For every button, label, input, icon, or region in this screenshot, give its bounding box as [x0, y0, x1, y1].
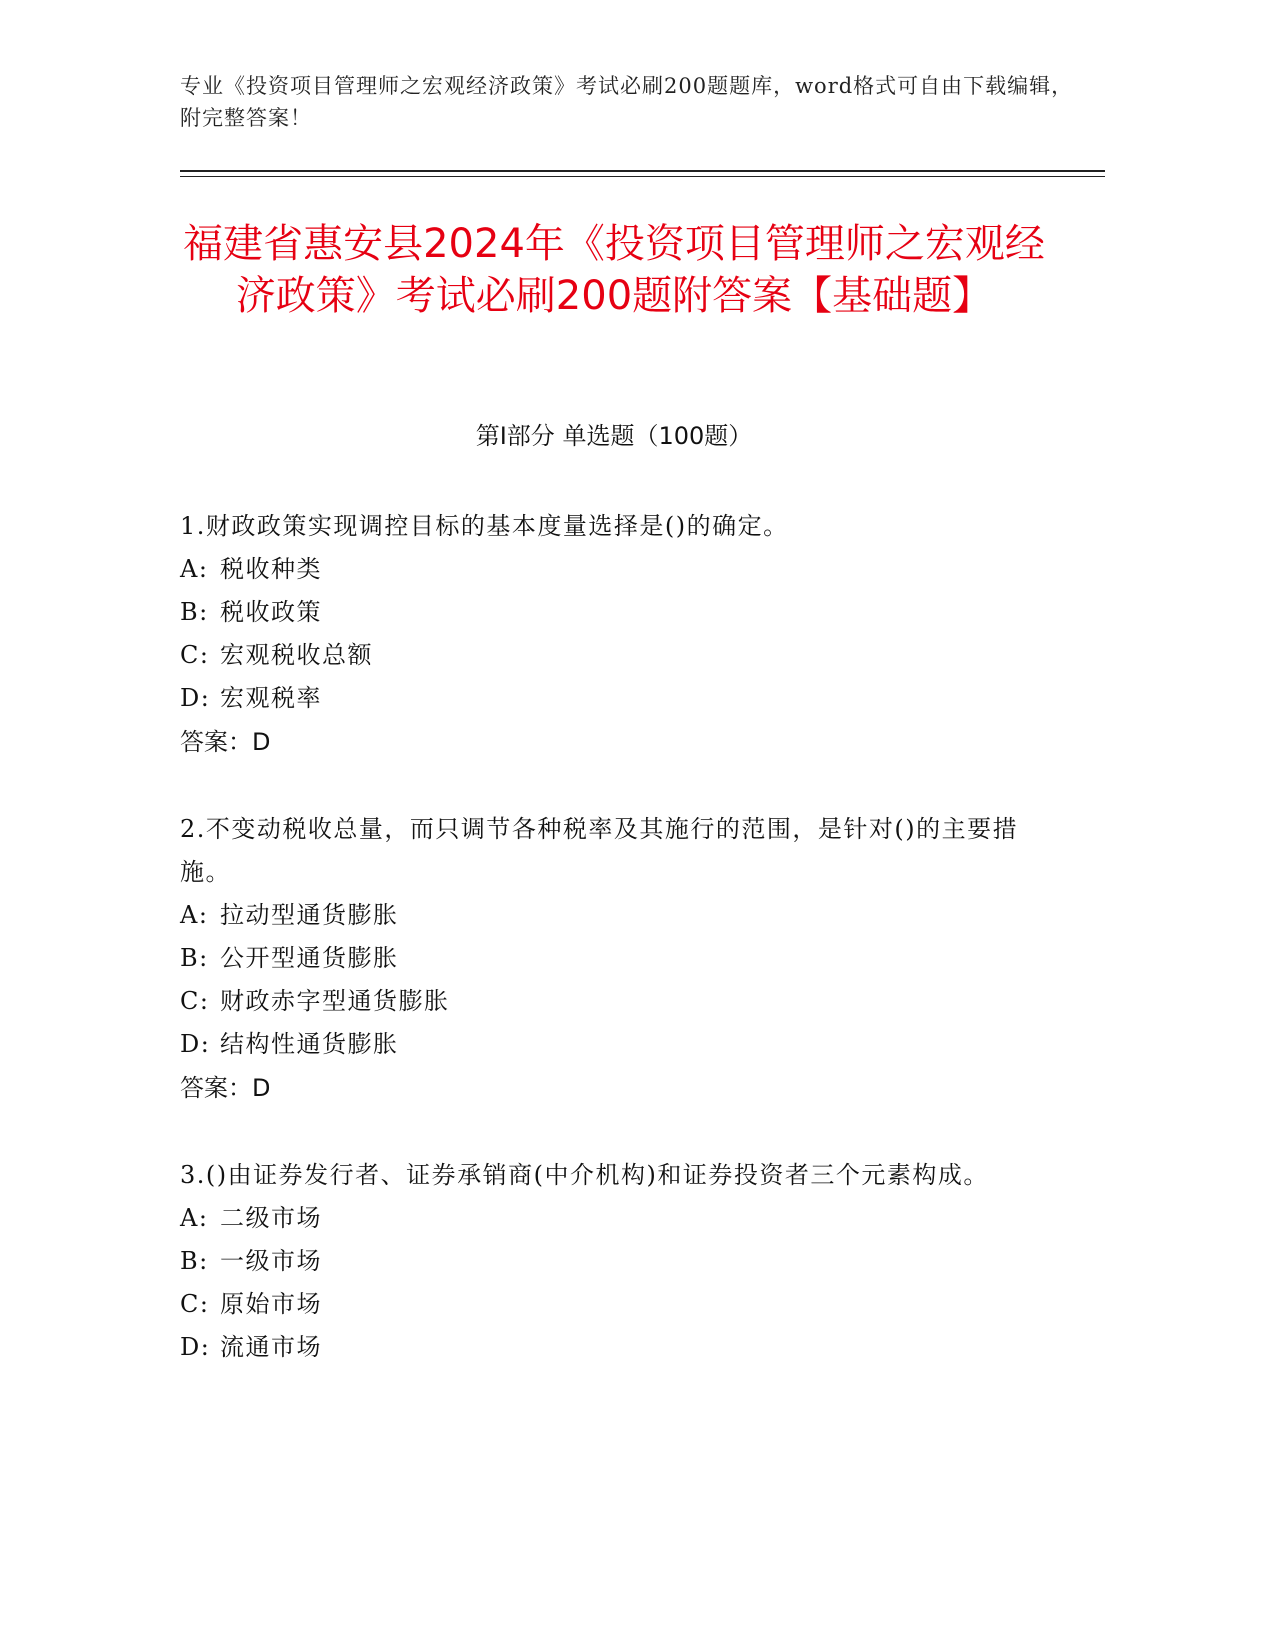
- header-rule-top: [180, 170, 1105, 172]
- document-title: 福建省惠安县2024年《投资项目管理师之宏观经济政策》考试必刷200题附答案【基础题】: [183, 221, 1045, 319]
- option-text: 宏观税率: [220, 684, 322, 712]
- option-text: 结构性通货膨胀: [220, 1030, 399, 1058]
- option-c: [180, 634, 1030, 677]
- question-2: [180, 808, 1030, 1110]
- answer-line: 答案：D: [180, 728, 271, 756]
- question-list: [180, 505, 1030, 1413]
- option-d: [180, 677, 1030, 720]
- option-a: [180, 548, 1030, 591]
- option-key: B:: [180, 598, 209, 626]
- option-text: 拉动型通货膨胀: [220, 901, 399, 929]
- question-stem: 2.不变动税收总量，而只调节各种税率及其施行的范围，是针对()的主要措施。: [180, 815, 1019, 886]
- option-b: [180, 1240, 1030, 1283]
- section-heading: 第Ⅰ部分 单选题（100题）: [475, 422, 753, 450]
- option-d: [180, 1326, 1030, 1369]
- option-key: D:: [180, 1333, 211, 1361]
- option-c: [180, 980, 1030, 1023]
- option-text: 税收种类: [220, 555, 322, 583]
- option-key: A:: [180, 901, 209, 929]
- option-text: 一级市场: [220, 1247, 322, 1275]
- option-key: C:: [180, 1290, 210, 1318]
- option-key: D:: [180, 1030, 211, 1058]
- option-b: [180, 591, 1030, 634]
- option-d: [180, 1023, 1030, 1066]
- option-text: 公开型通货膨胀: [220, 944, 399, 972]
- option-b: [180, 937, 1030, 980]
- option-a: [180, 1197, 1030, 1240]
- option-text: 二级市场: [220, 1204, 322, 1232]
- header-note: 专业《投资项目管理师之宏观经济政策》考试必刷200题题库，word格式可自由下载编辑，附完整答案！: [180, 74, 1074, 130]
- option-text: 原始市场: [220, 1290, 322, 1318]
- option-key: B:: [180, 1247, 209, 1275]
- option-key: D:: [180, 684, 211, 712]
- option-text: 宏观税收总额: [220, 641, 373, 669]
- question-stem: 3.()由证券发行者、证券承销商(中介机构)和证券投资者三个元素构成。: [180, 1161, 989, 1189]
- option-text: 税收政策: [220, 598, 322, 626]
- question-1: [180, 505, 1030, 764]
- option-key: A:: [180, 555, 209, 583]
- answer-line: 答案：D: [180, 1074, 271, 1102]
- option-c: [180, 1283, 1030, 1326]
- option-text: 流通市场: [220, 1333, 322, 1361]
- option-key: C:: [180, 641, 210, 669]
- option-a: [180, 894, 1030, 937]
- option-key: B:: [180, 944, 209, 972]
- question-3: [180, 1154, 1030, 1369]
- option-text: 财政赤字型通货膨胀: [220, 987, 450, 1015]
- question-stem: 1.财政政策实现调控目标的基本度量选择是()的确定。: [180, 512, 789, 540]
- option-key: A:: [180, 1204, 209, 1232]
- option-key: C:: [180, 987, 210, 1015]
- header-rule-bottom: [180, 176, 1105, 177]
